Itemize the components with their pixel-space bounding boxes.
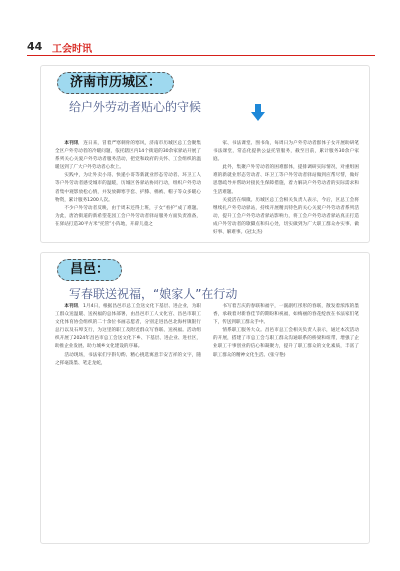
- location-tag: 昌邑：: [57, 259, 122, 281]
- body-paragraph: [213, 197, 359, 236]
- body-paragraph: [55, 205, 201, 229]
- byline-lead: 本刊讯: [64, 304, 79, 309]
- article-card-jinan: [40, 65, 370, 243]
- article-headline: 写春联送祝福，“娘家人”在行动: [69, 287, 238, 301]
- article-headline: 给户外劳动者贴心的守候: [69, 100, 202, 114]
- paragraph-text: 关爱活在细微。历城区总工会相关负责人表示，今后，区总工会将继续扎户外劳动驿站，持续开展精具特色的关心关爱户外劳动者系列活动，提升工会户外劳动者驿站影响力，将工会户外劳动者驿站真正打造成户外劳动者的歇脚点和归心处，切实做到为广大职工群众办实事、做好事、解难事。(冠太杰): [213, 197, 359, 236]
- paragraph-text: 连日来，冒着严寒刺骨的寒风，济南市历城区总工会聚集全区户外劳动者的冷暖问题，依托辖区内14个街道的30余家驿站开展了系列关心关爱户外劳动者服务活动，把党和政府的关怀、工会组织的温暖送到了广大户外劳动者心坎上。: [55, 141, 201, 171]
- body-paragraph: [213, 140, 359, 164]
- article-body: [55, 140, 359, 236]
- paragraph-text: 家、书法课堂、图书角，每周日为户外劳动者群体子女开展助研笔书法课堂，常态化提供公益托管服务，截至目前，累计服务30余户家庭。: [213, 141, 359, 163]
- article-column-right: [213, 140, 359, 236]
- location-tag: 济南市历城区：: [57, 72, 174, 94]
- page-header: [0, 0, 400, 62]
- byline-lead: 本刊讯: [64, 141, 79, 146]
- article-column-left: [55, 303, 201, 537]
- arrow-down-icon: [251, 104, 265, 122]
- paragraph-text: 此外，集聚户外劳动者的困难群体，提排调研实际情况，对重组困难的新就业形态劳动者、环卫工等户外劳动者驿站做到应帮尽帮，做好思想疏导并帮助对接民生保障措施，着力解决户外劳动者的实际需求和生活难题。: [213, 165, 359, 195]
- body-paragraph: [55, 303, 201, 352]
- paragraph-text: 活动现场，书法家们字斟句酌、精心挑选寓意丰安吉祥的文字，随之挥毫泼墨、笔走龙蛇，: [55, 352, 201, 366]
- body-paragraph: [213, 164, 359, 196]
- section-title: 工会时讯: [52, 44, 92, 55]
- body-paragraph: [55, 140, 201, 172]
- article-body: [55, 303, 359, 537]
- body-paragraph: [213, 327, 359, 359]
- article-column-left: [55, 140, 201, 236]
- article-card-changyi: [40, 252, 370, 544]
- body-paragraph: [55, 352, 201, 368]
- article-column-right: [213, 303, 359, 537]
- header-divider: [27, 55, 375, 56]
- paragraph-text: 不少户外劳动者反映，由于周末还得上班，子女“看护”成了难题。为此，唐冶街道的新希望花园工会户外劳动者驿站服务方面负责准备，在驿站打造30平方米“托管”小阵地，开辟儿童之: [55, 205, 201, 227]
- body-paragraph: [55, 172, 201, 204]
- paragraph-text: 书写着吉庆的春联和福字，一副副红彤彤的春联，散发着浓浓的墨香，承载着对新春佳节的期盼和祝福，如梅丽的春花绽放在书法家们笔下，传送到职工群众手中。: [213, 304, 359, 326]
- page-number: 44: [27, 40, 43, 53]
- paragraph-text: 实践中，为让外卖小哥、快递小哥等新就业形态劳动者、环卫工人等户外劳动者感受城市的温暖，历城区各驿站协同行动，组织户外劳动者集中观影放松心情，并发放御寒手套、护膝、棉被、帽子等众多暖心物资，累计服务1200人次。: [55, 173, 201, 203]
- body-paragraph: [213, 303, 359, 327]
- paragraph-text: 情系职工服务大众。昌邑市总工会相关负责人表示，通过本次活动的开展，搭建了市总工会与职工群众沟通联系的桥梁和纽带，增强了企业职工干事创业的信心和凝聚力，提升了职工群众的文化素质，丰富了职工群众的精神文化生活。(张守艳): [213, 328, 359, 358]
- paragraph-text: 1月4日，根据昌邑市总工会送文化下基层、进企业，为职工群众送温暖、送祝福的总体部署，由昌邑市工人文化宫、昌邑市职工文化体育协会组织的二十余位书画志愿者，分别走进昌邑北海村镇银行总行以及石埠支行，为这里的职工及附近群众写春联、送祝福。活动组织开展了2024年昌邑市总工会送文化下乡、下基层、进企业、进社区，助推企业发展、助力城乡文化建设的序幕。: [55, 304, 201, 350]
